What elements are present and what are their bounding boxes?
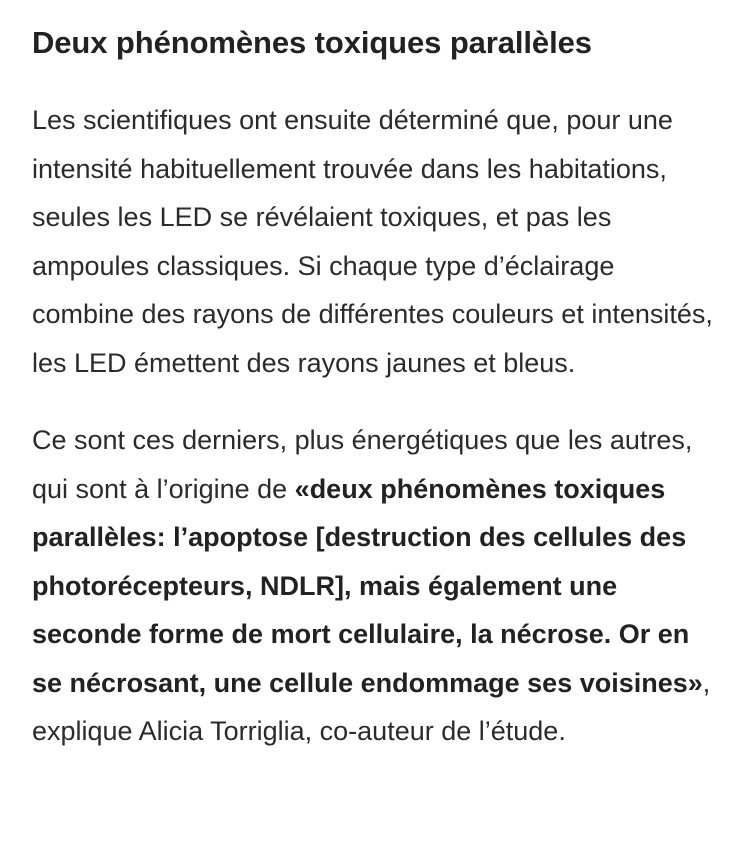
paragraph-2-intro: Ce sont ces derniers, plus énergétiques que les autres, qui sont à l’origine de	[32, 425, 693, 504]
section-heading: Deux phénomènes toxiques parallèles	[32, 25, 592, 60]
paragraph-2-attribution: , explique Alicia Torriglia, co-auteur de l’étude.	[32, 667, 711, 746]
paragraph-1: Les scientifiques ont ensuite déterminé que, pour une intensité habituellement trouvée dans les habitations, seules les LED se révélaient toxiques, et pas les ampoules classiques. Si chaque type d’éclairage combine des rayons de différentes couleurs et intensités, les LED émettent des rayons jaunes et bleus.	[32, 105, 713, 378]
quote-text: «deux phénomènes toxiques parallèles: l’apoptose [destruction des cellules des photorécepteurs, NDLR], mais également une seconde forme de mort cellulaire, la nécrose. Or en se nécrosant, une cellule endommage ses voisines»	[32, 473, 703, 698]
article-section	[32, 18, 722, 756]
paragraph-2	[32, 416, 722, 756]
